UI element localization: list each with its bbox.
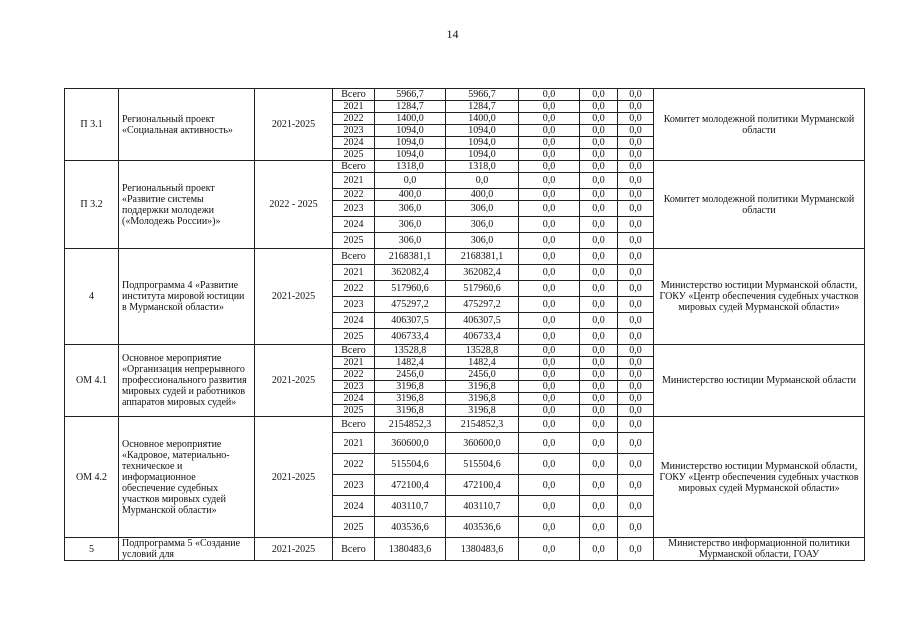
section-executor: Министерство юстиции Мурманской области, ГОКУ «Центр обеспечения судебных участков мировых судей Мурманской области» bbox=[654, 249, 865, 345]
total-value: 1482,4 bbox=[375, 357, 446, 369]
year-cell: Всего bbox=[333, 161, 375, 173]
total-value: 306,0 bbox=[375, 233, 446, 249]
local-budget-value: 0,0 bbox=[580, 297, 618, 313]
local-budget-value: 0,0 bbox=[580, 101, 618, 113]
table-row bbox=[65, 417, 865, 433]
regional-budget-value: 1094,0 bbox=[446, 137, 519, 149]
local-budget-value: 0,0 bbox=[580, 475, 618, 496]
total-value: 1318,0 bbox=[375, 161, 446, 173]
regional-budget-value: 400,0 bbox=[446, 189, 519, 201]
section-name: Основное мероприятие «Организация непрерывного профессионального развития мировых судей и работников аппаратов мировых судей» bbox=[119, 345, 255, 417]
local-budget-value: 0,0 bbox=[580, 125, 618, 137]
local-budget-value: 0,0 bbox=[580, 393, 618, 405]
table-row bbox=[65, 89, 865, 101]
section-name: Региональный проект «Развитие системы поддержки молодежи («Молодежь России»)» bbox=[119, 161, 255, 249]
local-budget-value: 0,0 bbox=[580, 201, 618, 217]
year-cell: 2023 bbox=[333, 475, 375, 496]
regional-budget-value: 406307,5 bbox=[446, 313, 519, 329]
other-funds-value: 0,0 bbox=[618, 217, 654, 233]
federal-budget-value: 0,0 bbox=[519, 345, 580, 357]
total-value: 3196,8 bbox=[375, 381, 446, 393]
federal-budget-value: 0,0 bbox=[519, 381, 580, 393]
federal-budget-value: 0,0 bbox=[519, 233, 580, 249]
section-executor: Министерство юстиции Мурманской области bbox=[654, 345, 865, 417]
section-period: 2021-2025 bbox=[255, 345, 333, 417]
year-cell: 2024 bbox=[333, 137, 375, 149]
federal-budget-value: 0,0 bbox=[519, 113, 580, 125]
section-code: ОМ 4.1 bbox=[65, 345, 119, 417]
section-executor: Министерство информационной политики Мурманской области, ГОАУ bbox=[654, 538, 865, 561]
regional-budget-value: 403110,7 bbox=[446, 496, 519, 517]
local-budget-value: 0,0 bbox=[580, 329, 618, 345]
section-name: Подпрограмма 4 «Развитие института мировой юстиции в Мурманской области» bbox=[119, 249, 255, 345]
local-budget-value: 0,0 bbox=[580, 369, 618, 381]
year-cell: 2021 bbox=[333, 357, 375, 369]
regional-budget-value: 2168381,1 bbox=[446, 249, 519, 265]
table-row bbox=[65, 538, 865, 561]
federal-budget-value: 0,0 bbox=[519, 189, 580, 201]
local-budget-value: 0,0 bbox=[580, 281, 618, 297]
total-value: 360600,0 bbox=[375, 433, 446, 454]
federal-budget-value: 0,0 bbox=[519, 173, 580, 189]
federal-budget-value: 0,0 bbox=[519, 137, 580, 149]
other-funds-value: 0,0 bbox=[618, 393, 654, 405]
local-budget-value: 0,0 bbox=[580, 89, 618, 101]
regional-budget-value: 1380483,6 bbox=[446, 538, 519, 561]
year-cell: 2023 bbox=[333, 297, 375, 313]
local-budget-value: 0,0 bbox=[580, 217, 618, 233]
total-value: 1284,7 bbox=[375, 101, 446, 113]
other-funds-value: 0,0 bbox=[618, 313, 654, 329]
local-budget-value: 0,0 bbox=[580, 173, 618, 189]
year-cell: 2024 bbox=[333, 393, 375, 405]
year-cell: 2021 bbox=[333, 265, 375, 281]
regional-budget-value: 1482,4 bbox=[446, 357, 519, 369]
section-period: 2021-2025 bbox=[255, 538, 333, 561]
total-value: 2168381,1 bbox=[375, 249, 446, 265]
year-cell: 2021 bbox=[333, 173, 375, 189]
year-cell: 2025 bbox=[333, 233, 375, 249]
other-funds-value: 0,0 bbox=[618, 357, 654, 369]
total-value: 517960,6 bbox=[375, 281, 446, 297]
federal-budget-value: 0,0 bbox=[519, 369, 580, 381]
other-funds-value: 0,0 bbox=[618, 173, 654, 189]
total-value: 1400,0 bbox=[375, 113, 446, 125]
other-funds-value: 0,0 bbox=[618, 417, 654, 433]
local-budget-value: 0,0 bbox=[580, 454, 618, 475]
federal-budget-value: 0,0 bbox=[519, 217, 580, 233]
other-funds-value: 0,0 bbox=[618, 329, 654, 345]
federal-budget-value: 0,0 bbox=[519, 357, 580, 369]
budget-table bbox=[64, 88, 865, 561]
total-value: 2456,0 bbox=[375, 369, 446, 381]
section-period: 2021-2025 bbox=[255, 417, 333, 538]
local-budget-value: 0,0 bbox=[580, 357, 618, 369]
regional-budget-value: 1094,0 bbox=[446, 149, 519, 161]
section-code: ОМ 4.2 bbox=[65, 417, 119, 538]
federal-budget-value: 0,0 bbox=[519, 249, 580, 265]
total-value: 406733,4 bbox=[375, 329, 446, 345]
page-number: 14 bbox=[446, 27, 459, 41]
year-cell: Всего bbox=[333, 417, 375, 433]
year-cell: Всего bbox=[333, 249, 375, 265]
local-budget-value: 0,0 bbox=[580, 233, 618, 249]
year-cell: 2025 bbox=[333, 149, 375, 161]
local-budget-value: 0,0 bbox=[580, 113, 618, 125]
section-executor: Комитет молодежной политики Мурманской области bbox=[654, 161, 865, 249]
table-row bbox=[65, 161, 865, 173]
section-name: Основное мероприятие «Кадровое, материально-техническое и информационное обеспечение судебных участков мировых судей Мурманской области» bbox=[119, 417, 255, 538]
total-value: 1094,0 bbox=[375, 137, 446, 149]
local-budget-value: 0,0 bbox=[580, 538, 618, 561]
table-row bbox=[65, 345, 865, 357]
total-value: 3196,8 bbox=[375, 393, 446, 405]
local-budget-value: 0,0 bbox=[580, 249, 618, 265]
other-funds-value: 0,0 bbox=[618, 345, 654, 357]
year-cell: 2024 bbox=[333, 313, 375, 329]
local-budget-value: 0,0 bbox=[580, 417, 618, 433]
section-executor: Министерство юстиции Мурманской области, ГОКУ «Центр обеспечения судебных участков мировых судей Мурманской области» bbox=[654, 417, 865, 538]
federal-budget-value: 0,0 bbox=[519, 297, 580, 313]
regional-budget-value: 3196,8 bbox=[446, 393, 519, 405]
federal-budget-value: 0,0 bbox=[519, 417, 580, 433]
other-funds-value: 0,0 bbox=[618, 454, 654, 475]
section-name: Подпрограмма 5 «Создание условий для bbox=[119, 538, 255, 561]
federal-budget-value: 0,0 bbox=[519, 405, 580, 417]
federal-budget-value: 0,0 bbox=[519, 393, 580, 405]
regional-budget-value: 360600,0 bbox=[446, 433, 519, 454]
other-funds-value: 0,0 bbox=[618, 381, 654, 393]
regional-budget-value: 1400,0 bbox=[446, 113, 519, 125]
regional-budget-value: 1318,0 bbox=[446, 161, 519, 173]
federal-budget-value: 0,0 bbox=[519, 125, 580, 137]
total-value: 1380483,6 bbox=[375, 538, 446, 561]
section-code: 4 bbox=[65, 249, 119, 345]
other-funds-value: 0,0 bbox=[618, 369, 654, 381]
year-cell: 2021 bbox=[333, 101, 375, 113]
total-value: 13528,8 bbox=[375, 345, 446, 357]
other-funds-value: 0,0 bbox=[618, 265, 654, 281]
section-code: 5 bbox=[65, 538, 119, 561]
regional-budget-value: 2456,0 bbox=[446, 369, 519, 381]
year-cell: Всего bbox=[333, 538, 375, 561]
other-funds-value: 0,0 bbox=[618, 405, 654, 417]
other-funds-value: 0,0 bbox=[618, 161, 654, 173]
section-code: П 3.2 bbox=[65, 161, 119, 249]
federal-budget-value: 0,0 bbox=[519, 149, 580, 161]
total-value: 515504,6 bbox=[375, 454, 446, 475]
other-funds-value: 0,0 bbox=[618, 249, 654, 265]
other-funds-value: 0,0 bbox=[618, 433, 654, 454]
regional-budget-value: 0,0 bbox=[446, 173, 519, 189]
year-cell: Всего bbox=[333, 89, 375, 101]
total-value: 403536,6 bbox=[375, 517, 446, 538]
other-funds-value: 0,0 bbox=[618, 297, 654, 313]
other-funds-value: 0,0 bbox=[618, 125, 654, 137]
total-value: 472100,4 bbox=[375, 475, 446, 496]
local-budget-value: 0,0 bbox=[580, 265, 618, 281]
other-funds-value: 0,0 bbox=[618, 517, 654, 538]
regional-budget-value: 13528,8 bbox=[446, 345, 519, 357]
local-budget-value: 0,0 bbox=[580, 161, 618, 173]
local-budget-value: 0,0 bbox=[580, 345, 618, 357]
year-cell: 2022 bbox=[333, 281, 375, 297]
federal-budget-value: 0,0 bbox=[519, 329, 580, 345]
other-funds-value: 0,0 bbox=[618, 113, 654, 125]
regional-budget-value: 517960,6 bbox=[446, 281, 519, 297]
local-budget-value: 0,0 bbox=[580, 381, 618, 393]
total-value: 362082,4 bbox=[375, 265, 446, 281]
section-code: П 3.1 bbox=[65, 89, 119, 161]
regional-budget-value: 1284,7 bbox=[446, 101, 519, 113]
section-name: Региональный проект «Социальная активность» bbox=[119, 89, 255, 161]
federal-budget-value: 0,0 bbox=[519, 496, 580, 517]
table-row bbox=[65, 249, 865, 265]
other-funds-value: 0,0 bbox=[618, 137, 654, 149]
other-funds-value: 0,0 bbox=[618, 496, 654, 517]
total-value: 2154852,3 bbox=[375, 417, 446, 433]
other-funds-value: 0,0 bbox=[618, 281, 654, 297]
federal-budget-value: 0,0 bbox=[519, 101, 580, 113]
section-period: 2022 - 2025 bbox=[255, 161, 333, 249]
federal-budget-value: 0,0 bbox=[519, 313, 580, 329]
year-cell: Всего bbox=[333, 345, 375, 357]
year-cell: 2025 bbox=[333, 517, 375, 538]
regional-budget-value: 2154852,3 bbox=[446, 417, 519, 433]
section-period: 2021-2025 bbox=[255, 249, 333, 345]
year-cell: 2022 bbox=[333, 369, 375, 381]
other-funds-value: 0,0 bbox=[618, 189, 654, 201]
regional-budget-value: 362082,4 bbox=[446, 265, 519, 281]
regional-budget-value: 515504,6 bbox=[446, 454, 519, 475]
other-funds-value: 0,0 bbox=[618, 538, 654, 561]
year-cell: 2022 bbox=[333, 454, 375, 475]
other-funds-value: 0,0 bbox=[618, 475, 654, 496]
year-cell: 2023 bbox=[333, 125, 375, 137]
local-budget-value: 0,0 bbox=[580, 137, 618, 149]
other-funds-value: 0,0 bbox=[618, 89, 654, 101]
total-value: 1094,0 bbox=[375, 149, 446, 161]
federal-budget-value: 0,0 bbox=[519, 538, 580, 561]
year-cell: 2022 bbox=[333, 189, 375, 201]
year-cell: 2024 bbox=[333, 217, 375, 233]
local-budget-value: 0,0 bbox=[580, 433, 618, 454]
year-cell: 2024 bbox=[333, 496, 375, 517]
year-cell: 2023 bbox=[333, 381, 375, 393]
year-cell: 2025 bbox=[333, 405, 375, 417]
total-value: 1094,0 bbox=[375, 125, 446, 137]
federal-budget-value: 0,0 bbox=[519, 89, 580, 101]
section-period: 2021-2025 bbox=[255, 89, 333, 161]
total-value: 0,0 bbox=[375, 173, 446, 189]
year-cell: 2023 bbox=[333, 201, 375, 217]
section-executor: Комитет молодежной политики Мурманской области bbox=[654, 89, 865, 161]
regional-budget-value: 406733,4 bbox=[446, 329, 519, 345]
year-cell: 2025 bbox=[333, 329, 375, 345]
total-value: 475297,2 bbox=[375, 297, 446, 313]
federal-budget-value: 0,0 bbox=[519, 161, 580, 173]
local-budget-value: 0,0 bbox=[580, 149, 618, 161]
total-value: 306,0 bbox=[375, 217, 446, 233]
regional-budget-value: 3196,8 bbox=[446, 405, 519, 417]
other-funds-value: 0,0 bbox=[618, 233, 654, 249]
local-budget-value: 0,0 bbox=[580, 313, 618, 329]
total-value: 306,0 bbox=[375, 201, 446, 217]
local-budget-value: 0,0 bbox=[580, 496, 618, 517]
federal-budget-value: 0,0 bbox=[519, 281, 580, 297]
regional-budget-value: 1094,0 bbox=[446, 125, 519, 137]
regional-budget-value: 306,0 bbox=[446, 233, 519, 249]
local-budget-value: 0,0 bbox=[580, 405, 618, 417]
regional-budget-value: 306,0 bbox=[446, 201, 519, 217]
total-value: 5966,7 bbox=[375, 89, 446, 101]
federal-budget-value: 0,0 bbox=[519, 517, 580, 538]
local-budget-value: 0,0 bbox=[580, 189, 618, 201]
total-value: 3196,8 bbox=[375, 405, 446, 417]
year-cell: 2021 bbox=[333, 433, 375, 454]
federal-budget-value: 0,0 bbox=[519, 265, 580, 281]
local-budget-value: 0,0 bbox=[580, 517, 618, 538]
regional-budget-value: 475297,2 bbox=[446, 297, 519, 313]
other-funds-value: 0,0 bbox=[618, 149, 654, 161]
federal-budget-value: 0,0 bbox=[519, 201, 580, 217]
regional-budget-value: 472100,4 bbox=[446, 475, 519, 496]
federal-budget-value: 0,0 bbox=[519, 433, 580, 454]
regional-budget-value: 3196,8 bbox=[446, 381, 519, 393]
year-cell: 2022 bbox=[333, 113, 375, 125]
other-funds-value: 0,0 bbox=[618, 101, 654, 113]
regional-budget-value: 306,0 bbox=[446, 217, 519, 233]
federal-budget-value: 0,0 bbox=[519, 475, 580, 496]
regional-budget-value: 403536,6 bbox=[446, 517, 519, 538]
other-funds-value: 0,0 bbox=[618, 201, 654, 217]
total-value: 403110,7 bbox=[375, 496, 446, 517]
total-value: 400,0 bbox=[375, 189, 446, 201]
regional-budget-value: 5966,7 bbox=[446, 89, 519, 101]
federal-budget-value: 0,0 bbox=[519, 454, 580, 475]
total-value: 406307,5 bbox=[375, 313, 446, 329]
